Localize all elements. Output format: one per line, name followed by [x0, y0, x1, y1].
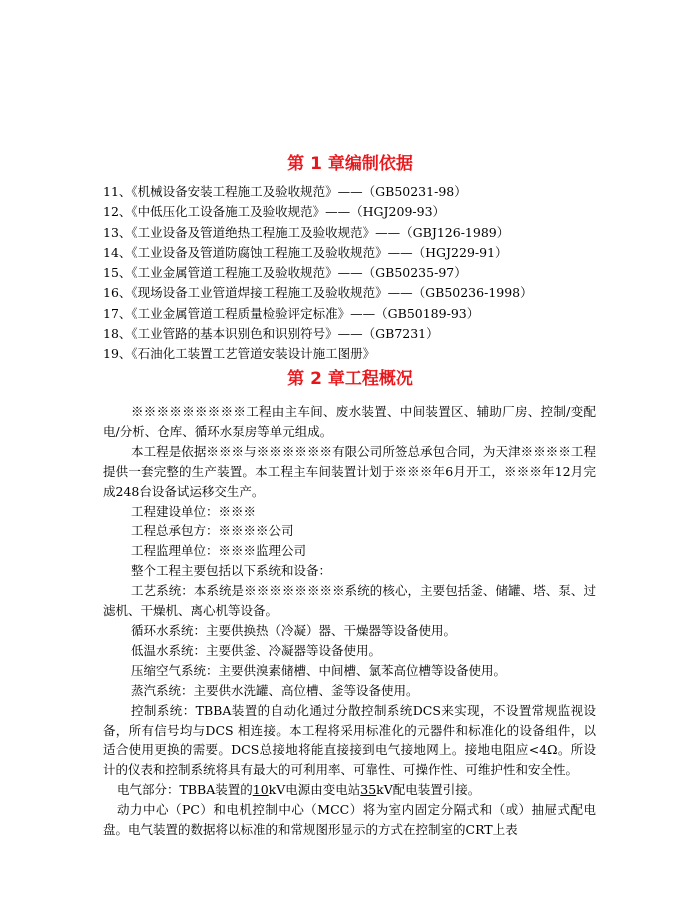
compressed-air-system: 压缩空气系统：主要供溴素储槽、中间槽、氯苯高位槽等设备使用。: [131, 662, 507, 678]
power-center-paragraph: 动力中心（PC）和电机控制中心（MCC）将为室内固定分隔式和（或）抽屉式配电盘。电气装置的数据将以标准的和常规图形显示的方式在控制室的CRT上表: [103, 802, 596, 838]
reference-item: 19、《石油化工装置工艺管道安装设计施工图册》: [103, 346, 376, 362]
reference-item: 15、《工业金属管道工程施工及验收规范》——（GB50235-97）: [103, 265, 467, 281]
electrical-mid: kV电源由变电站: [268, 782, 361, 798]
chapter-1-title: 第 1 章编制依据: [287, 154, 413, 174]
project-overview: [103, 402, 596, 840]
voltage-10kv: 10: [252, 782, 269, 798]
electrical-section: [103, 780, 596, 800]
reference-item: 13、《工业设备及管道绝热工程施工及验收规范》——（GBJ126-1989）: [103, 224, 510, 240]
reference-item: 11、《机械设备安装工程施工及验收规范》——（GB50231-98）: [103, 184, 467, 199]
electrical-suffix: kV配电装置引接。: [376, 782, 481, 798]
contractor-line: 工程总承包方：※※※※公司: [131, 523, 294, 539]
reference-list: [103, 182, 623, 365]
overview-paragraph: ※※※※※※※※※工程由主车间、废水装置、中间装置区、辅助厂房、控制/变配电/分析、仓库、循环水泵房等单元组成。: [103, 404, 596, 439]
contract-paragraph: 本工程是依据※※※与※※※※※※有限公司所签总承包合同，为天津※※※※工程提供一套完整的生产装置。本工程主车间装置计划于※※※年6月开工，※※※年12月完成248台设备试运移交生产。: [103, 443, 596, 499]
reference-item: 12、《中低压化工设备施工及验收规范》——（HGJ209-93）: [103, 204, 446, 220]
circulating-water-system: 循环水系统：主要供换热（冷凝）器、干燥器等设备使用。: [131, 622, 457, 638]
reference-item: 14、《工业设备及管道防腐蚀工程施工及验收规范》——（HGJ229-91）: [103, 244, 508, 260]
systems-intro: 整个工程主要包括以下系统和设备：: [131, 563, 332, 579]
reference-item: 18、《工业管路的基本识别色和识别符号》——（GB7231）: [103, 326, 439, 342]
reference-item: 17、《工业金属管道工程质量检验评定标准》——（GB50189-93）: [103, 305, 480, 321]
steam-system: 蒸汽系统：主要供水洗罐、高位槽、釜等设备使用。: [131, 682, 419, 698]
voltage-35kv: 35: [360, 782, 377, 798]
owner-line: 工程建设单位：※※※: [131, 503, 257, 519]
reference-item: 16、《现场设备工业管道焊接工程施工及验收规范》——（GB50236-1998）: [103, 285, 533, 301]
low-temp-water-system: 低温水系统：主要供釜、冷凝器等设备使用。: [131, 642, 382, 658]
supervisor-line: 工程监理单位：※※※监理公司: [131, 543, 307, 559]
chapter-2-title: 第 2 章工程概况: [287, 369, 413, 389]
process-system: 工艺系统：本系统是※※※※※※※※系统的核心，主要包括釜、储罐、塔、泵、过滤机、干燥机、离心机等设备。: [103, 583, 596, 619]
control-system: 控制系统：TBBA装置的自动化通过分散控制系统DCS来实现，不设置常规监视设备，所有信号均与DCS 相连接。本工程将采用标准化的元器件和标准化的设备组件，以适合使用更换的需要。DCS总接地将能直接接到电气接地网上。接地电阻应<4Ω。所设计的仪表和控制系统将具有最大的可利用率、可靠性、可操作性、可维护性和安全性。: [103, 702, 596, 778]
electrical-prefix: 电气部分：TBBA装置的: [117, 782, 253, 798]
